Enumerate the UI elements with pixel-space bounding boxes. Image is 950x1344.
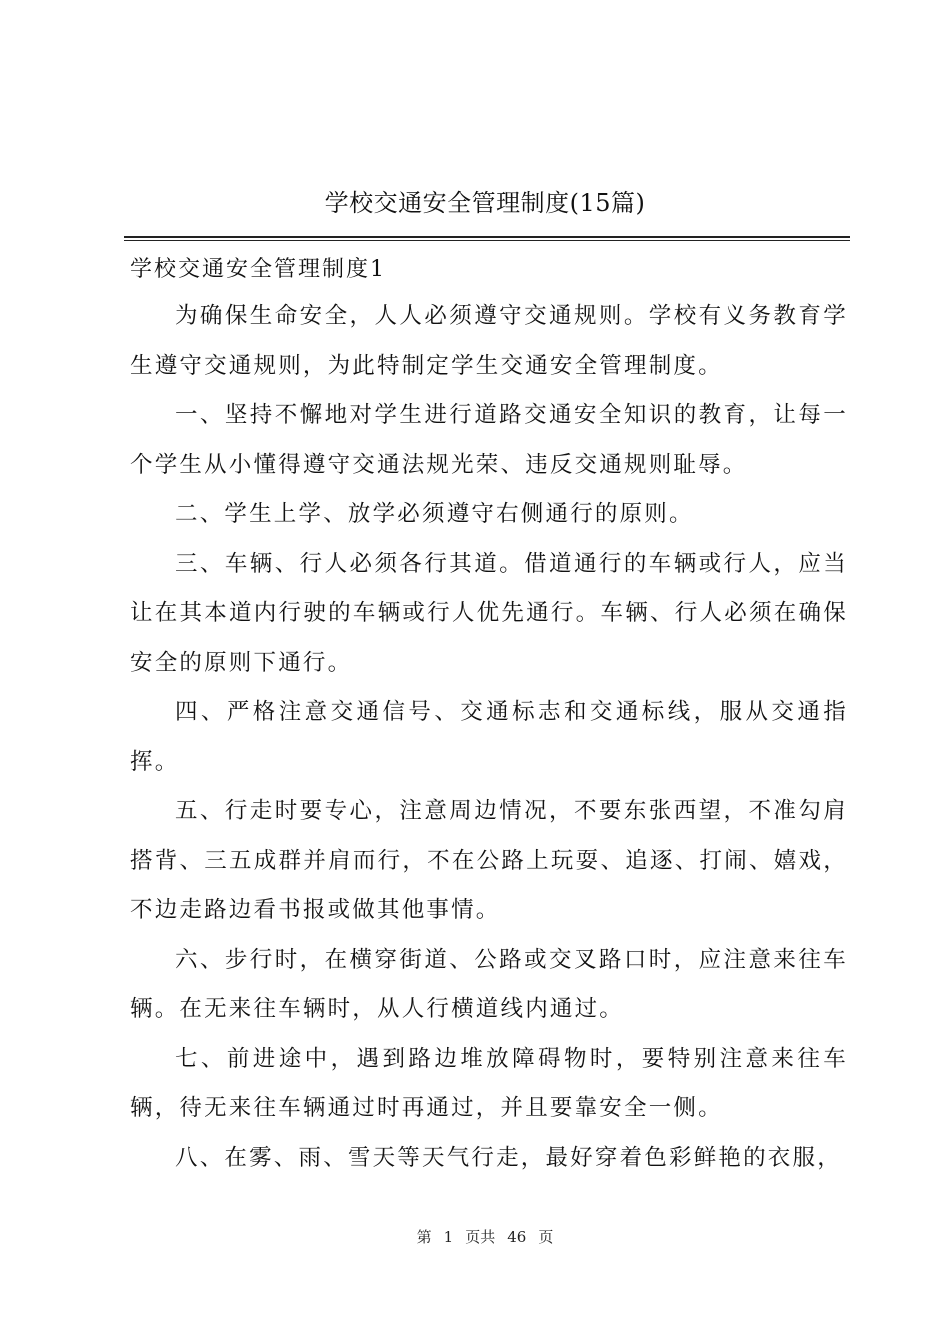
paragraph: 四、严格注意交通信号、交通标志和交通标线，服从交通指挥。 (130, 699, 848, 775)
page-footer (0, 1226, 950, 1247)
document-title: 学校交通安全管理制度(15篇) (324, 189, 646, 217)
title-rule-thin (124, 240, 850, 241)
footer-page-number: 1 (443, 1228, 454, 1246)
document-body (130, 292, 848, 1183)
paragraph: 七、前进途中，遇到路边堆放障碍物时，要特别注意来往车辆，待无来往车辆通过时再通过，并且要靠安全一侧。 (130, 1045, 848, 1121)
footer-suffix: 页 (538, 1228, 554, 1246)
paragraph: 五、行走时要专心，注意周边情况，不要东张西望，不准勾肩搭背、三五成群并肩而行，不在公路上玩耍、追逐、打闹、嬉戏，不边走路边看书报或做其他事情。 (130, 798, 848, 923)
footer-prefix: 第 (416, 1228, 432, 1246)
title-rule-thick (124, 236, 850, 238)
paragraph: 六、步行时，在横穿街道、公路或交叉路口时，应注意来往车辆。在无来往车辆时，从人行横道线内通过。 (130, 946, 848, 1022)
paragraph: 二、学生上学、放学必须遵守右侧通行的原则。 (175, 501, 694, 527)
section-heading: 学校交通安全管理制度1 (130, 257, 386, 282)
paragraph: 为确保生命安全，人人必须遵守交通规则。学校有义务教育学生遵守交通规则，为此特制定学生交通安全管理制度。 (130, 303, 848, 379)
paragraph: 一、坚持不懈地对学生进行道路交通安全知识的教育，让每一个学生从小懂得遵守交通法规光荣、违反交通规则耻辱。 (130, 402, 848, 478)
paragraph: 三、车辆、行人必须各行其道。借道通行的车辆或行人，应当让在其本道内行驶的车辆或行人优先通行。车辆、行人必须在确保安全的原则下通行。 (130, 550, 848, 676)
footer-middle: 页共 (465, 1228, 496, 1246)
footer-total-pages: 46 (507, 1228, 527, 1246)
paragraph: 八、在雾、雨、雪天等天气行走，最好穿着色彩鲜艳的衣服， (175, 1144, 842, 1171)
